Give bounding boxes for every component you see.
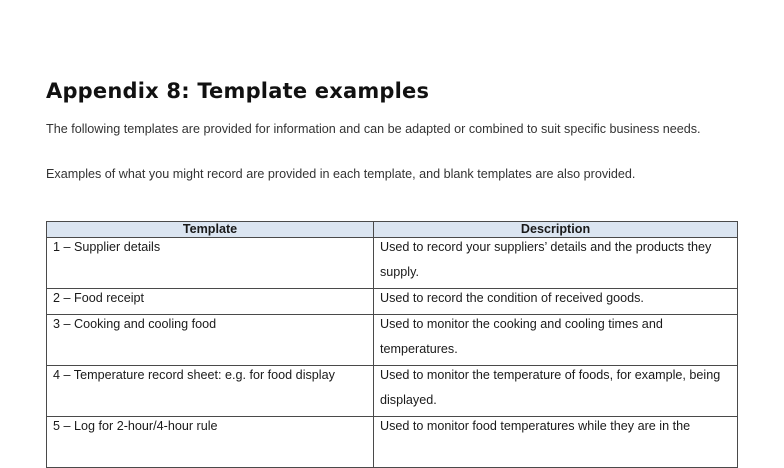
page-heading: Appendix 8: Template examples xyxy=(46,79,430,103)
template-text: 4 – Temperature record sheet: e.g. for food display xyxy=(53,368,335,382)
template-cell xyxy=(47,366,374,417)
template-cell xyxy=(47,417,374,468)
description-cell xyxy=(374,366,738,417)
description-cell xyxy=(374,315,738,366)
examples-paragraph: Examples of what you might record are provided in each template, and blank templates are also provided. xyxy=(46,167,636,181)
table-row xyxy=(47,366,738,417)
table-row xyxy=(47,289,738,315)
template-cell xyxy=(47,289,374,315)
template-text: 3 – Cooking and cooling food xyxy=(53,317,217,331)
column-header-template: Template xyxy=(47,222,374,238)
template-cell xyxy=(47,238,374,289)
description-text: Used to record your suppliers’ details and the products they supply. xyxy=(380,240,712,279)
description-cell xyxy=(374,289,738,315)
description-text: Used to monitor food temperatures while they are in the xyxy=(380,419,691,433)
template-text: 2 – Food receipt xyxy=(53,291,145,305)
description-text: Used to record the condition of received goods. xyxy=(380,291,644,305)
description-text: Used to monitor the cooking and cooling times and temperatures. xyxy=(380,317,663,356)
column-header-description: Description xyxy=(374,222,738,238)
description-text: Used to monitor the temperature of foods, for example, being displayed. xyxy=(380,368,721,407)
table-row xyxy=(47,417,738,468)
table-row xyxy=(47,238,738,289)
template-cell xyxy=(47,315,374,366)
intro-paragraph: The following templates are provided for information and can be adapted or combined to suit specific business needs. xyxy=(46,122,701,136)
template-table xyxy=(46,221,738,468)
table-row xyxy=(47,315,738,366)
description-cell xyxy=(374,417,738,468)
template-text: 1 – Supplier details xyxy=(53,240,161,254)
template-text: 5 – Log for 2-hour/4-hour rule xyxy=(53,419,218,433)
description-cell xyxy=(374,238,738,289)
